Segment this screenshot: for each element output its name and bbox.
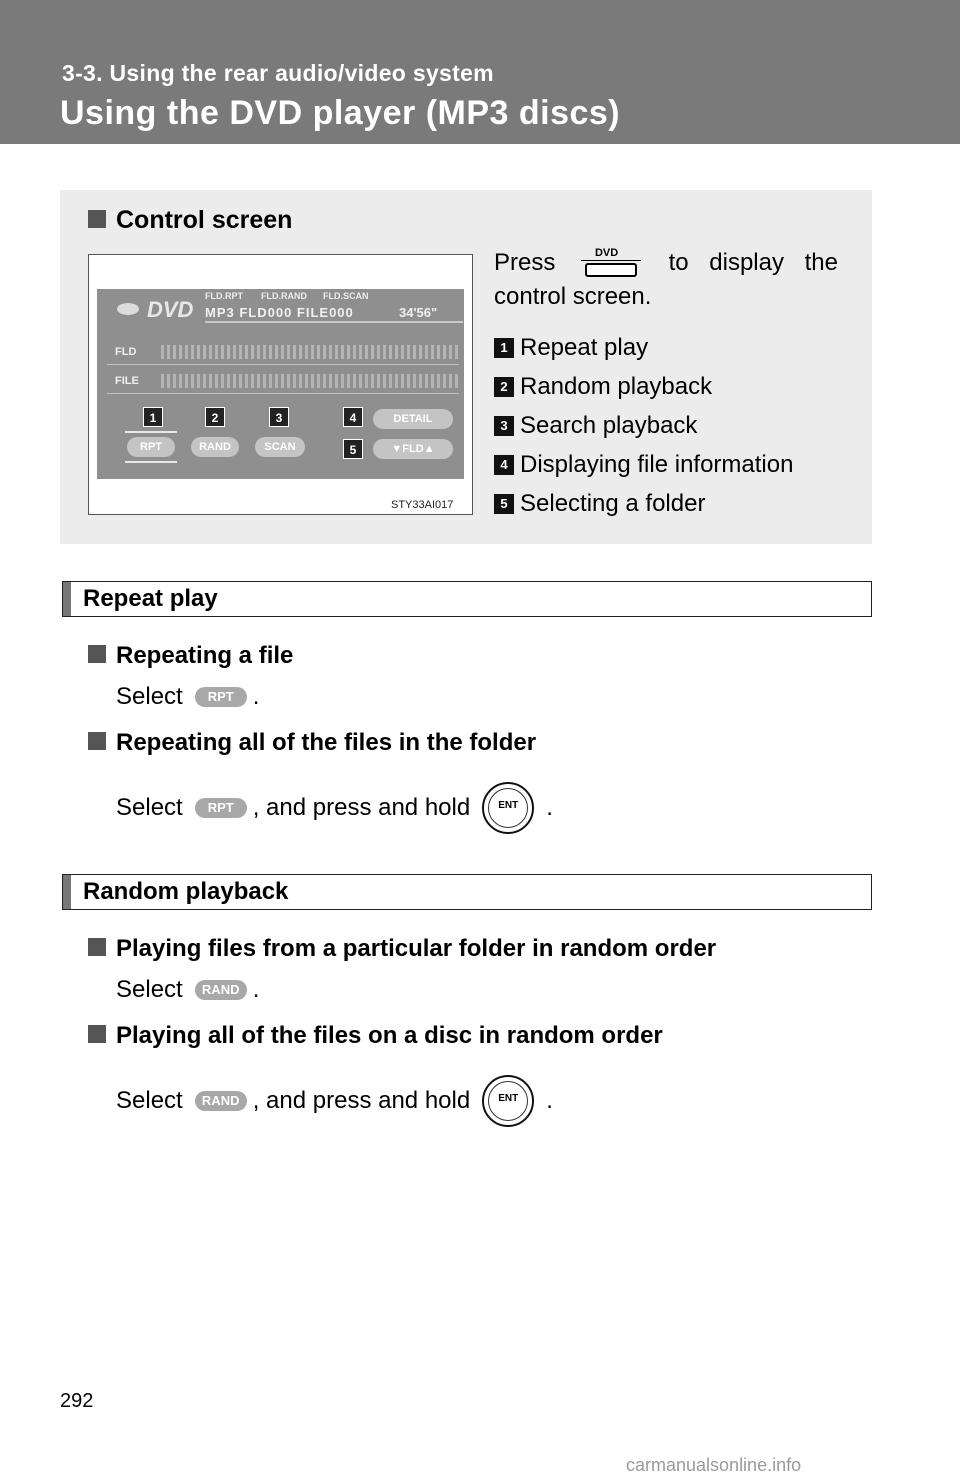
number-box-icon: 3 bbox=[494, 416, 514, 436]
ent-button-icon bbox=[482, 1075, 534, 1127]
page-header bbox=[0, 0, 960, 144]
list-item bbox=[494, 328, 838, 367]
callout-5: 5 bbox=[343, 439, 363, 459]
random-playback-heading: Random playback bbox=[62, 874, 872, 910]
rand-button-icon: RAND bbox=[195, 1091, 247, 1111]
dvd-button-icon bbox=[581, 247, 643, 279]
period: . bbox=[252, 683, 260, 710]
ent-button-icon bbox=[482, 782, 534, 834]
rand-button[interactable]: RAND bbox=[191, 437, 239, 457]
image-code: STY33AI017 bbox=[391, 499, 454, 511]
control-screen-illustration bbox=[88, 254, 473, 515]
repeating-file-subheading: Repeating a file bbox=[88, 642, 293, 670]
dvd-button-label: DVD bbox=[594, 247, 619, 259]
divider bbox=[125, 431, 177, 433]
fld-row-label: FLD bbox=[115, 346, 137, 358]
button-shape bbox=[585, 263, 637, 277]
press-rest-2: control screen. bbox=[494, 283, 652, 310]
fld-rand-label: FLD.RAND bbox=[261, 291, 307, 301]
ent-label: ENT bbox=[498, 1093, 519, 1104]
disc-icon bbox=[117, 303, 139, 315]
list-item-label: Search playback bbox=[520, 411, 698, 439]
press-line bbox=[494, 246, 838, 280]
divider bbox=[107, 364, 459, 365]
fld-button[interactable]: ▼FLD▲ bbox=[373, 439, 453, 459]
divider bbox=[581, 260, 641, 261]
number-box-icon: 2 bbox=[494, 377, 514, 397]
callout-list bbox=[494, 328, 838, 523]
select-text: Select bbox=[116, 794, 183, 821]
select-text: Select bbox=[116, 683, 183, 710]
fld-bar bbox=[161, 345, 459, 359]
page-title: Using the DVD player (MP3 discs) bbox=[60, 94, 621, 132]
square-bullet-icon bbox=[88, 938, 106, 956]
number-box-icon: 5 bbox=[494, 494, 514, 514]
callout-3: 3 bbox=[269, 407, 289, 427]
list-item-label: Random playback bbox=[520, 372, 713, 400]
scan-button[interactable]: SCAN bbox=[255, 437, 305, 457]
random-disc-subheading: Playing all of the files on a disc in random order bbox=[88, 1022, 663, 1050]
page-number: 292 bbox=[60, 1390, 94, 1412]
press-rest: to display the bbox=[668, 249, 838, 276]
watermark: carmanualsonline.info bbox=[626, 1455, 802, 1475]
track-info: MP3 FLD000 FILE000 bbox=[205, 305, 354, 320]
callout-1: 1 bbox=[143, 407, 163, 427]
select-text: Select bbox=[116, 1087, 183, 1114]
control-screen-text bbox=[494, 246, 838, 523]
number-box-icon: 4 bbox=[494, 455, 514, 475]
repeating-folder-subheading: Repeating all of the files in the folder bbox=[88, 729, 536, 757]
period: . bbox=[546, 794, 553, 821]
select-text: Select bbox=[116, 976, 183, 1003]
rpt-button-icon: RPT bbox=[195, 798, 247, 818]
dvd-logo: DVD bbox=[147, 297, 194, 322]
press-word: Press bbox=[494, 249, 556, 276]
rpt-button[interactable]: RPT bbox=[127, 437, 175, 457]
random-folder-instruction bbox=[116, 973, 259, 1007]
period: . bbox=[546, 1087, 553, 1114]
callout-4: 4 bbox=[343, 407, 363, 427]
divider bbox=[205, 321, 463, 323]
list-item-label: Repeat play bbox=[520, 333, 649, 361]
rand-button-icon: RAND bbox=[195, 980, 247, 1000]
period: . bbox=[252, 976, 260, 1003]
control-screen-heading: Control screen bbox=[88, 206, 292, 235]
square-bullet-icon bbox=[88, 732, 106, 750]
list-item-label: Displaying file information bbox=[520, 450, 794, 478]
repeat-play-heading: Repeat play bbox=[62, 581, 872, 617]
press-hold-text: , and press and hold bbox=[252, 794, 471, 821]
fld-scan-label: FLD.SCAN bbox=[323, 291, 369, 301]
square-bullet-icon bbox=[88, 210, 106, 228]
divider bbox=[107, 393, 459, 394]
square-bullet-icon bbox=[88, 1025, 106, 1043]
list-item bbox=[494, 367, 838, 406]
press-hold-text: , and press and hold bbox=[252, 1087, 471, 1114]
divider bbox=[125, 461, 177, 463]
random-disc-instruction bbox=[116, 1073, 553, 1129]
callout-2: 2 bbox=[205, 407, 225, 427]
control-screen-box bbox=[60, 190, 872, 544]
file-bar bbox=[161, 374, 459, 388]
square-bullet-icon bbox=[88, 645, 106, 663]
rpt-button-icon: RPT bbox=[195, 687, 247, 707]
file-row-label: FILE bbox=[115, 375, 139, 387]
list-item bbox=[494, 484, 838, 523]
play-time: 34'56" bbox=[399, 305, 438, 320]
detail-button[interactable]: DETAIL bbox=[373, 409, 453, 429]
list-item bbox=[494, 445, 838, 484]
random-folder-subheading: Playing files from a particular folder in random order bbox=[88, 935, 716, 963]
number-box-icon: 1 bbox=[494, 338, 514, 358]
list-item-label: Selecting a folder bbox=[520, 489, 706, 517]
repeat-file-instruction bbox=[116, 680, 259, 714]
dvd-screen bbox=[97, 289, 464, 479]
section-title: 3-3. Using the rear audio/video system bbox=[62, 60, 494, 86]
fld-rpt-label: FLD.RPT bbox=[205, 291, 243, 301]
ent-label: ENT bbox=[498, 800, 519, 811]
repeat-folder-instruction bbox=[116, 780, 553, 836]
list-item bbox=[494, 406, 838, 445]
